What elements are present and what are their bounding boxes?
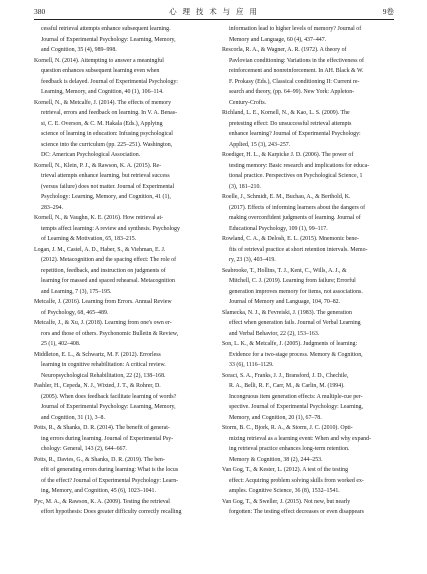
reference-line: Seabrooke, T., Hollins, T. J., Kent, C., Wills, A. J., &	[222, 267, 347, 274]
reference-line: Rowland, C. A., & Delosh, E. L. (2015). Mnemonic bene-	[222, 236, 359, 242]
reference-line: (2005). When does feedback facilitate learning of words?	[41, 393, 177, 400]
reference-line: learning in cognitive rehabilitation: A critical review.	[41, 362, 166, 368]
reference-entry	[34, 213, 208, 245]
reference-entry	[34, 98, 208, 161]
reference-line: generation improves memory for items, not associations.	[229, 288, 363, 295]
reference-entry	[34, 161, 208, 214]
reference-line: feedback is delayed. Journal of Experimental Psychology:	[41, 78, 178, 85]
reference-line: and Cognition, 35 (4), 989–998.	[41, 47, 117, 53]
reference-line: repetition, feedback, and instruction on judgments of	[41, 267, 166, 274]
reference-line: Century-Crofts.	[229, 99, 267, 106]
reference-line: information lead to higher levels of memory? Journal of	[229, 26, 362, 32]
reference-line: Memory and Language, 60 (4), 437–447.	[229, 36, 327, 43]
reference-line: making overconfident judgments of learning. Journal of	[229, 215, 361, 221]
reference-entry	[34, 497, 208, 518]
reference-line: search and theory, (pp. 64–99). New York: Appleton-	[229, 89, 355, 95]
reference-entry	[222, 339, 396, 371]
reference-line: (2012). Metacognition and the spacing effect: The role of	[41, 257, 177, 263]
reference-line: Soraci, S. A., Franks, J. J., Bransford, J. D., Chechile,	[222, 372, 349, 379]
journal-title: 心 理 技 术 与 应 用	[169, 7, 259, 16]
reference-line: Kornell, N., & Metcalfe, J. (2014). The effects of memory	[34, 99, 172, 106]
reference-line: 33 (6), 1116–1129.	[229, 362, 274, 368]
reference-entry	[222, 24, 396, 45]
reference-entry	[222, 266, 396, 308]
reference-column-right	[222, 24, 396, 518]
reference-line: (2017). Effects of informing learners about the dangers of	[229, 204, 366, 211]
reference-line: Potts, R., & Shanks, D. R. (2014). The benefit of generat-	[34, 425, 170, 431]
reference-line: of Psychology, 68, 465–489.	[41, 309, 109, 316]
volume-label: 9卷	[382, 7, 394, 16]
reference-line: Kornell, N., & Vaughn, K. E. (2016). How retrieval at-	[34, 215, 164, 221]
reference-line: Memory, and Cognition, 20 (1), 67–78.	[229, 414, 322, 421]
reference-line: tempts affect learning: A review and synthesis. Psychology	[41, 225, 180, 232]
reference-line: ing errors during learning. Journal of Experimental Psy-	[41, 435, 174, 442]
reference-line: Journal of Experimental Psychology: Learning, Memory,	[41, 36, 176, 43]
reference-line: 283–294.	[41, 204, 64, 211]
reference-line: Mitchell, C. J. (2019). Learning from failure; Errorful	[229, 278, 356, 284]
reference-line: Pyc, M. A., & Rawson, K. A. (2009). Testing the retrieval	[34, 498, 170, 505]
reference-line: ing, Memory, and Cognition, 45 (6), 1023–1041.	[41, 488, 156, 494]
reference-line: (3), 181–210.	[229, 183, 261, 190]
reference-line: Richland, L. E., Kornell, N., & Kao, L. S. (2009). The	[222, 110, 350, 116]
reference-line: Metcalfe, J., & Xu, J. (2018). Learning from one's own er-	[34, 320, 172, 326]
reference-line: tional practice. Perspectives on Psychological Science, 1	[229, 173, 363, 179]
reference-entry	[34, 350, 208, 382]
reference-entry	[222, 423, 396, 465]
reference-entry	[34, 24, 208, 56]
reference-line: effort hypothesis: Does greater difficulty correctly recalling	[41, 509, 182, 515]
reference-line: pretesting effect: Do unsuccessful retrieval attempts	[229, 120, 352, 127]
reference-line: and Verbal Behavior, 22 (2), 153–163.	[229, 330, 320, 337]
reference-entry	[34, 297, 208, 318]
reference-line: of Learning & Motivation, 65, 183–215.	[41, 236, 137, 242]
reference-line: Journal of Experimental Psychology: Learning, Memory,	[41, 404, 176, 410]
reference-line: Logan, J. M., Castel, A. D., Haber, S., & Viehman, E. J.	[34, 246, 166, 253]
reference-line: Son, L. K., & Metcalfe, J. (2005). Judgments of learning:	[222, 341, 358, 347]
reference-entry	[222, 465, 396, 497]
reference-line: science into the curriculum (pp. 225–251). Washington,	[41, 141, 173, 148]
reference-line: DC: American Psychological Association.	[41, 152, 141, 158]
header-rule	[34, 19, 394, 20]
reference-entry	[34, 318, 208, 350]
reference-line: Neuropsychological Rehabilitation, 22 (2), 138–168.	[41, 372, 166, 379]
reference-line: F. Prokasy (Eds.), Classical conditioning II: Current re-	[229, 78, 360, 85]
reference-line: Incongruous item generation effects: A multiple-cue per-	[229, 393, 363, 400]
reference-line: Storm, B. C., Bjork, R. A., & Storm, J. C. (2010). Opti-	[222, 425, 353, 431]
reference-line: learning for massed and spaced rehearsal. Metacognition	[41, 278, 175, 284]
reference-line: (versus failure) does not matter. Journal of Experimental	[41, 183, 175, 190]
reference-line: Van Gog, T., & Kester, L. (2012). A test of the testing	[222, 467, 349, 473]
reference-entry	[222, 371, 396, 424]
reference-line: Kornell, N. (2014). Attempting to answer a meaningful	[34, 57, 164, 64]
reference-line: Journal of Memory and Language, 104, 70–82.	[229, 299, 341, 305]
reference-line: testing memory: Basic research and implications for educa-	[229, 162, 370, 169]
reference-line: Middleton, E. L., & Schwartz, M. F. (2012). Errorless	[34, 351, 161, 358]
reference-line: amples. Cognitive Science, 36 (8), 1532–1541.	[229, 488, 340, 494]
reference-line: Applied, 15 (3), 243–257.	[229, 141, 291, 148]
reference-line: Learning, Memory, and Cognition, 40 (1), 106–114.	[41, 89, 164, 95]
reference-entry	[222, 234, 396, 266]
reference-line: Psychology: Learning, Memory, and Cognition, 41 (1),	[41, 194, 171, 200]
reference-line: enhance learning? Journal of Experimental Psychology:	[229, 131, 361, 137]
reference-line: science of learning in education: Infusing psychological	[41, 131, 173, 137]
reference-line: Memory & Cognition, 38 (2), 244–253.	[229, 456, 323, 463]
reference-entry	[222, 497, 396, 518]
reference-line: R. A., Belli, R. F., Carr, M., & Carlin, M. (1994).	[229, 383, 345, 389]
reference-line: mizing retrieval as a learning event: When and why expand-	[229, 435, 372, 442]
reference-line: 25 (1), 402–408.	[41, 341, 81, 347]
reference-entry	[222, 45, 396, 108]
reference-line: chology: General, 143 (2), 644–667.	[41, 446, 127, 452]
reference-line: effect: Acquiring problem solving skills from worked ex-	[229, 477, 364, 484]
page-number: 380	[34, 7, 46, 16]
reference-line: of the effect? Journal of Experimental Psychology: Learn-	[41, 477, 179, 484]
reference-line: Roelle, J., Schmidt, E. M., Buchau, A., & Berthold, K.	[222, 194, 351, 200]
reference-line: Pavlovian conditioning: Variations in the effectiveness of	[229, 57, 364, 64]
reference-line: spective. Journal of Experimental Psychology: Learning,	[229, 404, 363, 410]
page-header	[34, 6, 394, 18]
reference-line: Van Gog, T., & Sweller, J. (2015). Not new, but nearly	[222, 498, 351, 505]
reference-line: forgotten: The testing effect decreases or even disappears	[229, 509, 364, 515]
reference-line: rors and those of others. Psychonomic Bulletin & Review,	[41, 330, 179, 337]
reference-line: question enhances subsequent learning even when	[41, 68, 160, 74]
reference-line: and Cognition, 31 (1), 3–8.	[41, 414, 105, 421]
reference-line: fits of retrieval practice at short retention intervals. Memo-	[229, 246, 368, 253]
reference-line: efit of generating errors during learning: What is the locus	[41, 467, 179, 473]
reference-line: Educational Psychology, 109 (1), 99–117.	[229, 225, 328, 232]
reference-line: reinforcement and nonreinforcement. In AH. Black & W.	[229, 68, 364, 74]
reference-line: Slamecka, N. J., & Fevreiski, J. (1983). The generation	[222, 309, 352, 316]
reference-line: trieval attempts enhance learning, but retrieval success	[41, 173, 170, 179]
reference-line: ing retrieval practice enhances long-term retention.	[229, 446, 350, 452]
reference-line: cessful retrieval attempts enhance subsequent learning.	[41, 26, 171, 32]
reference-entry	[34, 381, 208, 423]
reference-line: Kornell, N., Klein, P. J., & Rawson, K. A. (2015). Re-	[34, 162, 162, 169]
reference-entry	[222, 308, 396, 340]
reference-line: Roediger, H. L., & Karpicke J. D. (2006). The power of	[222, 152, 354, 158]
reference-line: effect when generation fails. Journal of Verbal Learning	[229, 320, 361, 326]
reference-line: ry, 23 (3), 403–419.	[229, 257, 276, 263]
reference-entry	[222, 192, 396, 234]
reference-entry	[222, 150, 396, 192]
reference-column-left	[34, 24, 208, 518]
reference-line: Metcalfe, J. (2016). Learning from Errors. Annual Review	[34, 299, 172, 305]
reference-entry	[34, 56, 208, 98]
reference-line: Potts, R., Davies, G., & Shanks, D. R. (2019). The ben-	[34, 456, 165, 463]
reference-entry	[34, 245, 208, 298]
reference-line: and Learning, 7 (3), 175–195.	[41, 288, 112, 295]
reference-line: retrieval, errors and feedback on learning. In V. A. Benas-	[41, 110, 178, 116]
reference-entry	[34, 423, 208, 455]
reference-line: si, C. E. Overson, & C. M. Hakala (Eds.), Applying	[41, 120, 163, 127]
reference-line: Evidence for a two-stage process. Memory & Cognition,	[229, 351, 363, 358]
reference-entry	[222, 108, 396, 150]
reference-line: Pashler, H., Cepeda, N. J., Wixted, J. T., & Rohrer, D.	[34, 383, 161, 389]
reference-entry	[34, 455, 208, 497]
reference-line: Rescorla, R. A., & Wagner, A. R. (1972). A theory of	[222, 47, 347, 53]
